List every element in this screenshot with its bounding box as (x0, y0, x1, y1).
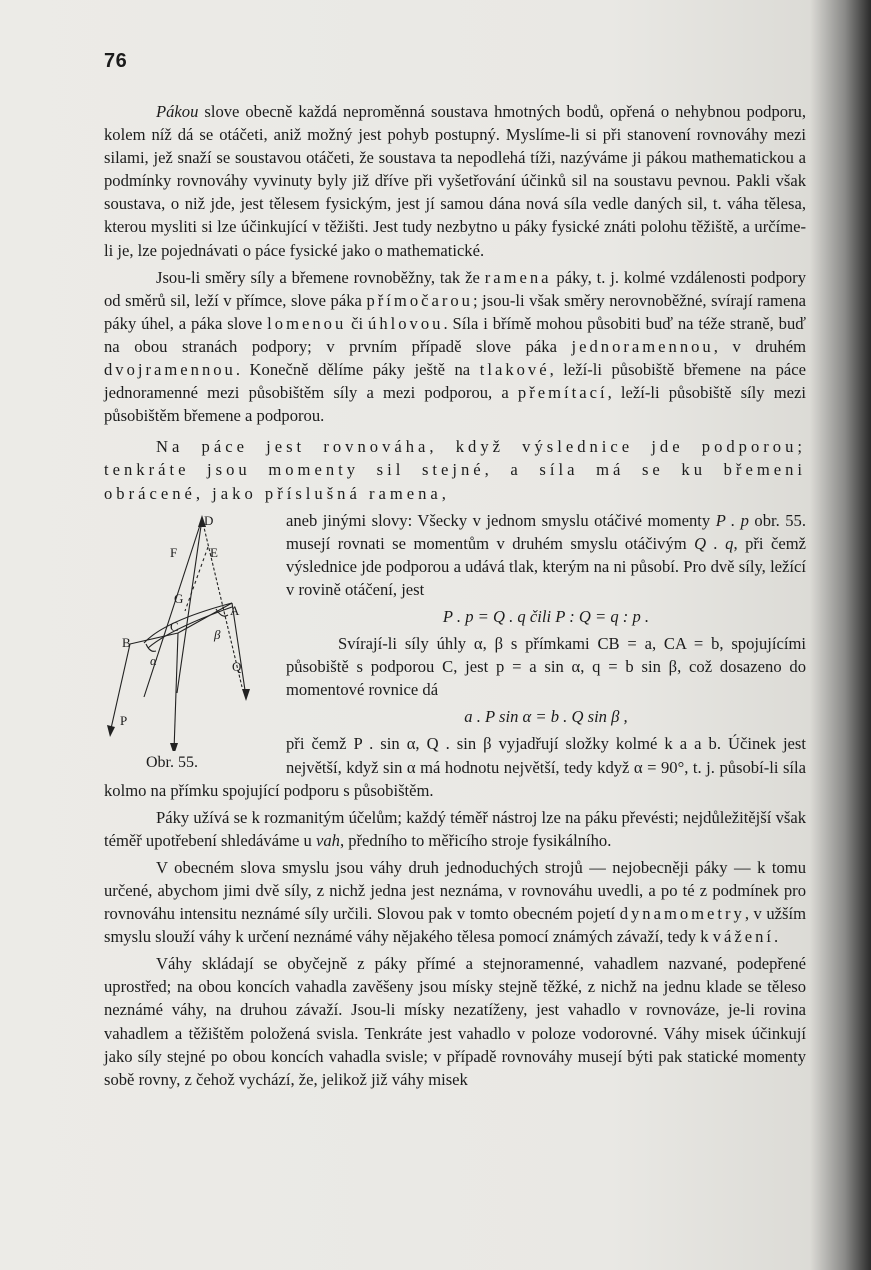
spaced-term: přímočarou (366, 290, 473, 310)
label-q: Q (232, 658, 242, 674)
equation-moments: P . p = Q . q čili P : Q = q : p . (442, 606, 650, 626)
paragraph-balance (104, 952, 806, 1091)
paragraph-uses (104, 806, 806, 852)
text-run: páky, t. j. kolmé vzdálenosti podpory od směrů sil, leží v přímce, slove páka (104, 267, 807, 310)
text-run: Svírají-li síly úhly α, β s přímkami CB = a, CA = b, spojujícími působiště s podporou C, jest p = a sin α, q = b sin β, což dosazeno do momentové rovnice dá (286, 634, 806, 700)
text-run: při čemž P . sin α, Q . sin β vyjadřují složky kolmé k a a b. Účinek jest největší, když sin α má hodnotu největší, tedy když α = 90°, t. j. působí-li síla kolmo na přímku spojující podporu s působištěm. (104, 734, 806, 800)
text-run: . (774, 927, 779, 947)
arrow-down (170, 743, 178, 751)
text-run: , leží-li působiště síly mezi působištěm břemene a podporou. (104, 383, 806, 426)
label-c: C (170, 618, 179, 634)
spaced-term: přemítací (517, 383, 608, 403)
text-run: , v druhém (713, 336, 807, 356)
label-d: D (204, 512, 214, 528)
math-qq: Q . q (694, 533, 734, 553)
spaced-term: dynamometry (619, 904, 745, 924)
label-e: E (210, 544, 218, 560)
spaced-term: dvojramennou (104, 360, 236, 380)
paragraph-lever-types (104, 266, 806, 428)
text-run: , předního to měřicího stroje fysikálního. (339, 830, 612, 850)
spaced-term: vážení (712, 927, 775, 947)
text-run: aneb jinými slovy: Všecky v jednom smyslu otáčivé momenty (286, 510, 711, 530)
text-run: obr. 55. musejí rovnati se momentům v druhém smyslu otáčivým (286, 510, 806, 553)
equation-sines: a . P sin α = b . Q sin β , (464, 707, 628, 727)
text-run: Jsou-li směry síly a břemene rovnoběžny, tak že (156, 267, 480, 287)
label-g: G (174, 590, 184, 606)
term-vah: vah (315, 830, 340, 850)
label-p: P (120, 712, 128, 728)
text-run: ; jsou-li však směry nerovnoběžné, svírají ramena páky úhel, a páka slove (104, 290, 806, 333)
figure-55 (104, 511, 282, 773)
label-alpha: α (150, 652, 157, 668)
spaced-term: lomenou (267, 313, 347, 333)
term-lever: Pákou (156, 102, 199, 121)
label-a: A (230, 602, 240, 618)
paragraph-text: slove obecně každá neproměnná soustava hmotných bodů, opřená o nehybnou podporu, kolem níž dá se otáčeti, aniž možný jest pohyb postupný. Myslíme-li si při stanovení rovnováhy mezi silami, jež snaží se soustavou otáčeti, že soustava ta nepodlehá tíži, nazýváme ji pákou mathematickou a podmínky rovnováhy vyvinuty byly již dříve při vyšetřování účinků sil na soustavu pevnou. Pakli však soustava, o niž jde, jest tělesem fysickým, jest jí samou dána nová síla vedle daných sil, t. váha tělesa, kterou mysliti si lze účinkující v těžišti. Jest tudy nezbytno u páky fysické znáti polohu těžiště, a určíme-li je, lze pojednávati o páce fysické jako o mathematické. (104, 102, 807, 260)
text-run: Váhy skládají se obyčejně z páky přímé a stejnoramenné, vahadlem nazvané, podepřené uprostřed; na obou koncích vahadla zavěšeny jsou mísky stejně těžké, z nichž na jednu klade se těleso neznámé váhy, na druhou závaží. Jsou-li mísky nezatíženy, jest vahadlo v rovnováze, je-li rovina vahadlem a těžištěm položená svisla. Tenkráte jest vahadlo v poloze vodorovné. Váhy misek účinkují jako síly stejné po obou koncích vahadla svisle; v případě rovnováhy musejí býti pak statické momenty sobě rovny, z čehož vychází, že, jelikož již váhy misek (104, 954, 806, 1089)
spaced-term: tlakové (479, 360, 550, 380)
text-run: , při čemž výslednice jde podporou a udává tlak, kterým na ni působí. Pro dvě síly, ležící v rovině otáčení, jest (286, 533, 806, 599)
spaced-term: jednoramennou (571, 336, 714, 356)
text-run: . Síla i břímě mohou působiti buď na téže straně, buď na obou stranách podpory; v prvním případě slove páka (104, 313, 807, 356)
arrow-q (242, 689, 250, 701)
text-run: Páky užívá se k rozmanitým účelům; každý téměř nástroj lze na páku převésti; nejdůležitější však téměř upotřebení shledáváme u (104, 807, 806, 850)
label-beta: β (214, 626, 221, 642)
lever-diagram (104, 511, 282, 751)
paragraph-equilibrium-statement (104, 435, 806, 504)
text-run: . Konečně dělíme páky ještě na (235, 360, 471, 380)
math-pp: P . p (715, 510, 749, 530)
body-text (104, 100, 806, 1095)
figure-caption: Obr. 55. (146, 753, 198, 771)
spaced-statement: Na páce jest rovnováha, když výslednice jde podporou; tenkráte jsou momenty sil stejné, a síla má se ku břemeni obrácené, jako příslušná ramena, (104, 437, 806, 503)
paragraph-lever-definition (104, 100, 806, 262)
vertical-line (177, 519, 202, 693)
paragraph-scales (104, 856, 806, 948)
label-f: F (170, 544, 178, 560)
spaced-term: úhlovou (368, 313, 444, 333)
text-run: , v užším smyslu slouží váhy k určení neznámé váhy nějakého tělesa pomocí známých závaží, tedy k (104, 904, 806, 947)
spaced-term: ramena (484, 267, 552, 287)
text-run: či (351, 313, 364, 333)
text-run: , leží-li působiště břemene na páce jednoramenné mezi působištěm síly a mezi podporou, a (104, 360, 807, 403)
label-b: B (122, 634, 131, 650)
text-run: V obecném slova smyslu jsou váhy druh jednoduchých strojů — nejobecněji páky — k tomu určené, abychom jimi dvě síly, z nichž jedna jest neznáma, v rovnováhu uvedli, a po té z podmínek pro rovnováhu intensitu neznámé síly určili. Slovou pak v tomto obecném pojetí (104, 857, 806, 924)
arrow-p (107, 725, 115, 737)
page-number: 76 (104, 50, 128, 72)
